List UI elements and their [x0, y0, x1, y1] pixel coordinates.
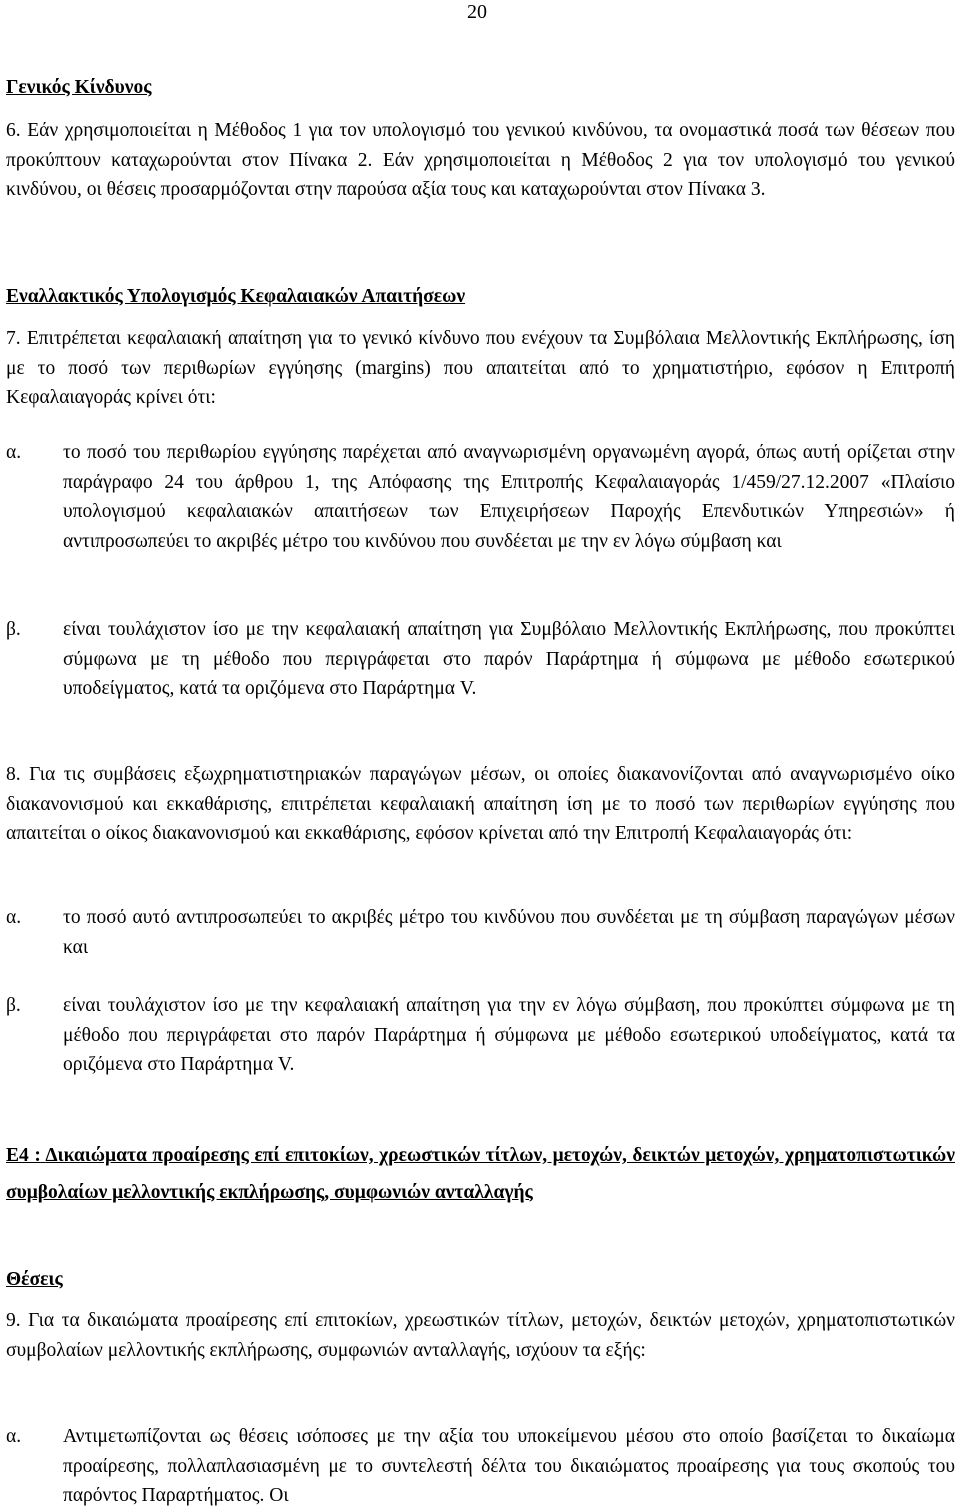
- paragraph-9: 9. Για τα δικαιώματα προαίρεσης επί επιτοκίων, χρεωστικών τίτλων, μετοχών, δεικτών μετοχών, χρηματοπιστωτικών συμβολαίων μελλοντικής εκπλήρωσης, συμφωνιών ανταλλαγής, ισχύουν τα εξής:: [6, 1310, 955, 1361]
- section-title: Δικαιώματα προαίρεσης επί επιτοκίων, χρεωστικών τίτλων, μετοχών, δεικτών μετοχών, χρηματοπιστωτικών συμβολαίων μελλοντικής εκπλήρωσης, συμφωνιών ανταλλαγής: [6, 1145, 955, 1203]
- list-item-label: α.: [6, 907, 22, 928]
- list-item-9a: [6, 1422, 955, 1511]
- paragraph-8: 8. Για τις συμβάσεις εξωχρηματιστηριακών παραγώγων μέσων, οι οποίες διακανονίζονται από αναγνωρισμένο οίκο διακανονισμού και εκκαθάρισης, επιτρέπεται κεφαλαιακή απαίτηση ίση με το ποσό των περιθωρίων εγγύησης που απαιτείται ο οίκος διακανονισμού και εκκαθάρισης, εφόσον κρίνεται από την Επιτροπή Κεφαλαιαγοράς ότι:: [6, 764, 955, 845]
- page-number: 20: [467, 1, 487, 23]
- subheading-positions: Θέσεις: [6, 1269, 63, 1290]
- list-item-label: β.: [6, 995, 21, 1016]
- list-item-7a: [6, 438, 955, 556]
- list-item-8b: [6, 991, 955, 1080]
- list-item-label: α.: [6, 442, 22, 463]
- heading-alternative-calculation: Εναλλακτικός Υπολογισμός Κεφαλαιακών Απαιτήσεων: [6, 286, 466, 307]
- list-item-label: α.: [6, 1426, 22, 1447]
- heading-e4: [6, 1138, 955, 1211]
- paragraph-7: 7. Επιτρέπεται κεφαλαιακή απαίτηση για το γενικό κίνδυνο που ενέχουν τα Συμβόλαια Μελλοντικής Εκπλήρωσης, ίση με το ποσό των περιθωρίων εγγύησης (margins) που απαιτείται από το χρηματιστήριο, εφόσον η Επιτροπή Κεφαλαιαγοράς κρίνει ότι:: [6, 328, 955, 409]
- list-item-8a: [6, 903, 955, 962]
- list-item-text: είναι τουλάχιστον ίσο με την κεφαλαιακή απαίτηση για την εν λόγω σύμβαση, που προκύπτει σύμφωνα με τη μέθοδο που περιγράφεται στο παρόν Παράρτημα ή σύμφωνα με μέθοδο εσωτερικού υποδείγματος, κατά τα οριζόμενα στο Παράρτημα V.: [63, 995, 955, 1076]
- list-item-label: β.: [6, 619, 21, 640]
- heading-general-risk: Γενικός Κίνδυνος: [6, 77, 152, 98]
- paragraph-6: 6. Εάν χρησιμοποιείται η Μέθοδος 1 για τον υπολογισμό του γενικού κινδύνου, τα ονομαστικά ποσά των θέσεων που προκύπτουν καταχωρούνται στον Πίνακα 2. Εάν χρησιμοποιείται η Μέθοδος 2 για τον υπολογισμό του γενικού κινδύνου, οι θέσεις προσαρμόζονται στην παρούσα αξία τους και καταχωρούνται στον Πίνακα 3.: [6, 120, 955, 201]
- list-item-7b: [6, 615, 955, 704]
- list-item-text: το ποσό του περιθωρίου εγγύησης παρέχεται από αναγνωρισμένη οργανωμένη αγορά, όπως αυτή ορίζεται στην παράγραφο 24 του άρθρου 1, της Απόφασης της Επιτροπής Κεφαλαιαγοράς 1/459/27.12.2007 «Πλαίσιο υπολογισμού κεφαλαιακών απαιτήσεων των Επιχειρήσεων Παροχής Επενδυτικών Υπηρεσιών» ή αντιπροσωπεύει το ακριβές μέτρο του κινδύνου που συνδέεται με την εν λόγω σύμβαση και: [63, 442, 955, 552]
- list-item-text: Αντιμετωπίζονται ως θέσεις ισόποσες με την αξία του υποκείμενου μέσου στο οποίο βασίζεται το δικαίωμα προαίρεσης, πολλαπλασιασμένη με το συντελεστή δέλτα του δικαιώματος προαίρεσης για τους σκοπούς του παρόντος Παραρτήματος. Οι: [63, 1426, 955, 1507]
- list-item-text: το ποσό αυτό αντιπροσωπεύει το ακριβές μέτρο του κινδύνου που συνδέεται με τη σύμβαση παραγώγων μέσων και: [63, 907, 955, 958]
- section-code: Ε4 :: [6, 1145, 41, 1166]
- list-item-text: είναι τουλάχιστον ίσο με την κεφαλαιακή απαίτηση για Συμβόλαιο Μελλοντικής Εκπλήρωσης, που προκύπτει σύμφωνα με τη μέθοδο που περιγράφεται στο παρόν Παράρτημα ή σύμφωνα με μέθοδο εσωτερικού υποδείγματος, κατά τα οριζόμενα στο Παράρτημα V.: [63, 619, 955, 700]
